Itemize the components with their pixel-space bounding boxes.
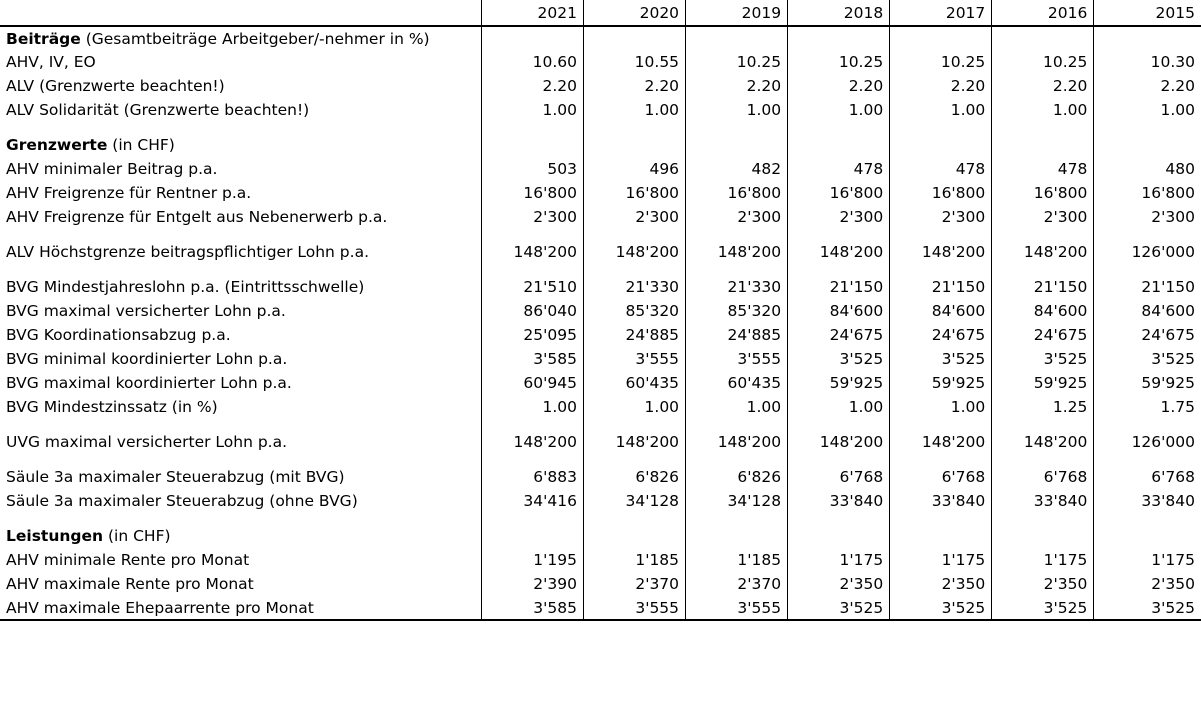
table-section-row xyxy=(0,133,1201,157)
row-value: 33'840 xyxy=(992,489,1094,513)
table-row xyxy=(0,74,1201,98)
row-value xyxy=(890,26,992,50)
row-label: AHV minimale Rente pro Monat xyxy=(0,548,481,572)
row-value xyxy=(1094,122,1201,133)
row-label: BVG maximal koordinierter Lohn p.a. xyxy=(0,371,481,395)
row-value xyxy=(992,229,1094,240)
header-year-2016: 2016 xyxy=(992,0,1094,26)
row-value xyxy=(890,122,992,133)
row-value: 1.25 xyxy=(992,395,1094,419)
row-value: 34'128 xyxy=(686,489,788,513)
row-value: 148'200 xyxy=(583,430,685,454)
row-label: AHV maximale Ehepaarrente pro Monat xyxy=(0,596,481,620)
row-value: 3'525 xyxy=(1094,596,1201,620)
row-value xyxy=(788,229,890,240)
row-value: 34'416 xyxy=(481,489,583,513)
row-value: 2.20 xyxy=(992,74,1094,98)
row-value: 16'800 xyxy=(992,181,1094,205)
row-value: 3'555 xyxy=(583,347,685,371)
row-value: 2.20 xyxy=(890,74,992,98)
row-value: 3'525 xyxy=(992,347,1094,371)
row-value: 1.00 xyxy=(481,395,583,419)
table-row xyxy=(0,157,1201,181)
row-value: 2'300 xyxy=(788,205,890,229)
row-value xyxy=(686,524,788,548)
row-value: 3'555 xyxy=(686,347,788,371)
row-value xyxy=(992,264,1094,275)
row-value: 16'800 xyxy=(890,181,992,205)
row-value xyxy=(788,133,890,157)
row-value: 2'350 xyxy=(890,572,992,596)
row-value: 3'525 xyxy=(788,596,890,620)
row-value: 1.00 xyxy=(890,98,992,122)
row-value: 24'885 xyxy=(583,323,685,347)
row-value: 478 xyxy=(992,157,1094,181)
row-value: 1'175 xyxy=(1151,551,1195,569)
row-value xyxy=(992,133,1094,157)
section-title: Beiträge xyxy=(6,29,81,48)
row-value xyxy=(1094,26,1201,50)
row-label: AHV Freigrenze für Rentner p.a. xyxy=(0,181,481,205)
table-row xyxy=(0,430,1201,454)
row-value: 59'925 xyxy=(1141,374,1195,392)
row-value: 1.00 xyxy=(583,395,685,419)
row-value: 1.00 xyxy=(788,98,890,122)
row-value: 126'000 xyxy=(1131,433,1195,451)
header-year-2021: 2021 xyxy=(481,0,583,26)
row-value: 148'200 xyxy=(686,430,788,454)
row-value: 24'675 xyxy=(788,323,890,347)
row-value xyxy=(583,513,685,524)
row-value: 24'675 xyxy=(992,323,1094,347)
row-value xyxy=(481,264,583,275)
table-row xyxy=(0,50,1201,74)
row-value: 6'883 xyxy=(481,465,583,489)
row-value: 148'200 xyxy=(481,240,583,264)
row-value: 1.00 xyxy=(481,98,583,122)
row-value: 1'175 xyxy=(890,548,992,572)
row-value: 1.75 xyxy=(1160,398,1195,416)
row-value: 10.30 xyxy=(1150,53,1195,71)
row-value: 2'350 xyxy=(788,572,890,596)
table-header-row xyxy=(0,0,1201,26)
row-value: 16'800 xyxy=(583,181,685,205)
table-spacer-row xyxy=(0,264,1201,275)
row-value xyxy=(686,513,788,524)
row-label: Säule 3a maximaler Steuerabzug (ohne BVG) xyxy=(0,489,481,513)
row-label xyxy=(0,524,481,548)
row-value: 33'840 xyxy=(1141,492,1195,510)
row-value: 6'768 xyxy=(890,465,992,489)
row-label: BVG Koordinationsabzug p.a. xyxy=(0,323,481,347)
table-row xyxy=(0,548,1201,572)
row-value: 10.25 xyxy=(890,50,992,74)
row-value: 2'390 xyxy=(481,572,583,596)
table-row xyxy=(0,465,1201,489)
row-value: 24'675 xyxy=(890,323,992,347)
row-value xyxy=(481,229,583,240)
row-value: 60'435 xyxy=(686,371,788,395)
row-value: 84'600 xyxy=(1141,302,1195,320)
row-value: 2'300 xyxy=(992,205,1094,229)
table-row xyxy=(0,371,1201,395)
row-value: 60'945 xyxy=(481,371,583,395)
row-value: 496 xyxy=(583,157,685,181)
row-value xyxy=(890,264,992,275)
row-value: 1'185 xyxy=(686,548,788,572)
table-row xyxy=(0,596,1201,620)
row-value: 10.25 xyxy=(992,50,1094,74)
row-value xyxy=(481,524,583,548)
row-label: ALV (Grenzwerte beachten!) xyxy=(0,74,481,98)
row-value: 10.60 xyxy=(481,50,583,74)
row-value xyxy=(890,133,992,157)
row-value: 21'510 xyxy=(481,275,583,299)
table-row xyxy=(0,205,1201,229)
table-spacer-row xyxy=(0,513,1201,524)
row-value: 2.20 xyxy=(1160,77,1195,95)
row-label: AHV Freigrenze für Entgelt aus Nebenerwerb p.a. xyxy=(0,205,481,229)
row-value: 59'925 xyxy=(788,371,890,395)
row-label: AHV maximale Rente pro Monat xyxy=(0,572,481,596)
section-subtitle: (in CHF) xyxy=(107,136,175,154)
row-value: 1.00 xyxy=(583,98,685,122)
section-subtitle: (Gesamtbeiträge Arbeitgeber/-nehmer in %) xyxy=(80,29,430,48)
row-value: 480 xyxy=(1165,160,1195,178)
row-value: 2'300 xyxy=(1151,208,1195,226)
row-value: 3'525 xyxy=(890,347,992,371)
row-value xyxy=(1094,133,1201,157)
row-value: 33'840 xyxy=(788,489,890,513)
row-value xyxy=(890,513,992,524)
row-value xyxy=(686,122,788,133)
row-value xyxy=(583,419,685,430)
table-row xyxy=(0,181,1201,205)
row-value xyxy=(1094,264,1201,275)
row-value: 84'600 xyxy=(788,299,890,323)
row-value xyxy=(481,26,583,50)
header-year-2018: 2018 xyxy=(788,0,890,26)
row-value xyxy=(890,229,992,240)
row-value xyxy=(788,264,890,275)
row-value: 3'585 xyxy=(481,347,583,371)
row-value xyxy=(686,133,788,157)
row-value: 1.00 xyxy=(686,98,788,122)
row-value: 3'525 xyxy=(788,347,890,371)
row-label xyxy=(0,122,481,133)
row-label xyxy=(0,264,481,275)
row-value: 2.20 xyxy=(788,74,890,98)
row-value: 10.25 xyxy=(788,50,890,74)
row-label: Säule 3a maximaler Steuerabzug (mit BVG) xyxy=(0,465,481,489)
row-value: 6'768 xyxy=(1151,468,1195,486)
row-value: 6'768 xyxy=(788,465,890,489)
table-row xyxy=(0,323,1201,347)
row-value: 6'826 xyxy=(686,465,788,489)
row-value: 1'185 xyxy=(583,548,685,572)
table-row xyxy=(0,572,1201,596)
row-value: 2'300 xyxy=(890,205,992,229)
row-label xyxy=(0,229,481,240)
row-value: 503 xyxy=(481,157,583,181)
row-value: 33'840 xyxy=(890,489,992,513)
table-row xyxy=(0,395,1201,419)
table-section-row xyxy=(0,524,1201,548)
header-year-2019: 2019 xyxy=(686,0,788,26)
section-title: Grenzwerte xyxy=(6,136,108,154)
row-value xyxy=(686,454,788,465)
section-title: Leistungen xyxy=(6,527,104,545)
row-value xyxy=(583,229,685,240)
table-row xyxy=(0,299,1201,323)
row-value: 2'300 xyxy=(583,205,685,229)
row-value: 24'675 xyxy=(1141,326,1195,344)
row-value: 2.20 xyxy=(583,74,685,98)
row-value: 3'555 xyxy=(686,596,788,620)
row-value: 148'200 xyxy=(890,240,992,264)
row-value xyxy=(583,122,685,133)
row-value xyxy=(481,419,583,430)
row-value xyxy=(788,419,890,430)
row-value xyxy=(992,524,1094,548)
table-spacer-row xyxy=(0,229,1201,240)
row-value xyxy=(686,419,788,430)
row-label xyxy=(0,454,481,465)
row-value: 482 xyxy=(686,157,788,181)
row-value: 1'195 xyxy=(481,548,583,572)
row-value: 148'200 xyxy=(788,240,890,264)
row-label: BVG Mindestzinssatz (in %) xyxy=(0,395,481,419)
header-year-2020: 2020 xyxy=(583,0,685,26)
row-value xyxy=(1094,419,1201,430)
row-value xyxy=(992,122,1094,133)
table-row xyxy=(0,489,1201,513)
row-value xyxy=(890,524,992,548)
row-value xyxy=(686,26,788,50)
row-value xyxy=(992,513,1094,524)
row-value xyxy=(1094,229,1201,240)
row-value: 86'040 xyxy=(481,299,583,323)
row-value: 2'370 xyxy=(583,572,685,596)
row-value: 21'150 xyxy=(890,275,992,299)
row-value: 21'150 xyxy=(788,275,890,299)
table-row xyxy=(0,347,1201,371)
row-value xyxy=(583,524,685,548)
row-value xyxy=(481,122,583,133)
row-value xyxy=(992,419,1094,430)
row-value xyxy=(1094,513,1201,524)
row-value: 21'330 xyxy=(583,275,685,299)
row-value: 25'095 xyxy=(481,323,583,347)
table-spacer-row xyxy=(0,419,1201,430)
row-value: 148'200 xyxy=(890,430,992,454)
table-body xyxy=(0,26,1201,620)
row-value: 126'000 xyxy=(1131,243,1195,261)
row-value xyxy=(890,419,992,430)
row-label: AHV minimaler Beitrag p.a. xyxy=(0,157,481,181)
header-year-2015: 2015 xyxy=(1094,0,1201,26)
row-value: 2'300 xyxy=(686,205,788,229)
table-spacer-row xyxy=(0,122,1201,133)
row-value: 1'175 xyxy=(788,548,890,572)
row-value: 16'800 xyxy=(1141,184,1195,202)
row-value xyxy=(583,264,685,275)
row-value: 1.00 xyxy=(788,395,890,419)
row-value xyxy=(788,454,890,465)
row-label: BVG Mindestjahreslohn p.a. (Eintrittsschwelle) xyxy=(0,275,481,299)
section-subtitle: (in CHF) xyxy=(103,527,171,545)
row-value: 148'200 xyxy=(788,430,890,454)
table-row xyxy=(0,240,1201,264)
row-value: 34'128 xyxy=(583,489,685,513)
row-value: 16'800 xyxy=(686,181,788,205)
row-value: 2'300 xyxy=(481,205,583,229)
row-label xyxy=(0,26,481,50)
row-label: BVG minimal koordinierter Lohn p.a. xyxy=(0,347,481,371)
row-value xyxy=(788,513,890,524)
row-value: 85'320 xyxy=(686,299,788,323)
row-value: 3'585 xyxy=(481,596,583,620)
row-value: 1.00 xyxy=(1160,101,1195,119)
row-value xyxy=(481,133,583,157)
row-value: 84'600 xyxy=(992,299,1094,323)
row-value: 2'350 xyxy=(1151,575,1195,593)
row-value: 21'150 xyxy=(1141,278,1195,296)
table-row xyxy=(0,275,1201,299)
row-value: 148'200 xyxy=(992,430,1094,454)
row-value xyxy=(992,454,1094,465)
row-label: ALV Höchstgrenze beitragspflichtiger Lohn p.a. xyxy=(0,240,481,264)
row-label: ALV Solidarität (Grenzwerte beachten!) xyxy=(0,98,481,122)
row-value xyxy=(583,26,685,50)
table-row xyxy=(0,98,1201,122)
row-value: 1.00 xyxy=(992,98,1094,122)
row-value: 148'200 xyxy=(583,240,685,264)
row-value: 2.20 xyxy=(481,74,583,98)
row-value: 2'350 xyxy=(992,572,1094,596)
row-label xyxy=(0,419,481,430)
row-value: 10.25 xyxy=(686,50,788,74)
row-value xyxy=(992,26,1094,50)
row-value: 2'370 xyxy=(686,572,788,596)
row-value xyxy=(890,454,992,465)
header-label-cell xyxy=(0,0,481,26)
row-value: 85'320 xyxy=(583,299,685,323)
row-value: 1.00 xyxy=(890,395,992,419)
row-label: AHV, IV, EO xyxy=(0,50,481,74)
row-value: 16'800 xyxy=(481,181,583,205)
row-value: 10.55 xyxy=(583,50,685,74)
row-value: 3'525 xyxy=(890,596,992,620)
row-value xyxy=(686,229,788,240)
row-value xyxy=(1094,454,1201,465)
row-value: 16'800 xyxy=(788,181,890,205)
table-spacer-row xyxy=(0,454,1201,465)
row-value: 59'925 xyxy=(890,371,992,395)
row-value xyxy=(1094,524,1201,548)
row-value: 478 xyxy=(890,157,992,181)
row-value xyxy=(583,454,685,465)
row-value: 2.20 xyxy=(686,74,788,98)
row-value: 3'525 xyxy=(1151,350,1195,368)
row-value: 21'330 xyxy=(686,275,788,299)
row-value: 6'768 xyxy=(992,465,1094,489)
row-value xyxy=(481,454,583,465)
row-value: 3'525 xyxy=(992,596,1094,620)
row-label xyxy=(0,133,481,157)
row-label: UVG maximal versicherter Lohn p.a. xyxy=(0,430,481,454)
row-value: 148'200 xyxy=(481,430,583,454)
table-section-row xyxy=(0,26,1201,50)
row-value: 60'435 xyxy=(583,371,685,395)
row-label xyxy=(0,513,481,524)
row-value: 1'175 xyxy=(992,548,1094,572)
row-value: 6'826 xyxy=(583,465,685,489)
row-value xyxy=(583,133,685,157)
row-value xyxy=(481,513,583,524)
row-value xyxy=(788,26,890,50)
header-year-2017: 2017 xyxy=(890,0,992,26)
row-value: 21'150 xyxy=(992,275,1094,299)
row-value: 24'885 xyxy=(686,323,788,347)
row-value xyxy=(686,264,788,275)
row-value xyxy=(788,524,890,548)
row-value xyxy=(788,122,890,133)
row-value: 478 xyxy=(788,157,890,181)
row-value: 1.00 xyxy=(686,395,788,419)
row-value: 148'200 xyxy=(686,240,788,264)
row-value: 84'600 xyxy=(890,299,992,323)
row-value: 148'200 xyxy=(992,240,1094,264)
row-value: 59'925 xyxy=(992,371,1094,395)
row-value: 3'555 xyxy=(583,596,685,620)
row-label: BVG maximal versicherter Lohn p.a. xyxy=(0,299,481,323)
